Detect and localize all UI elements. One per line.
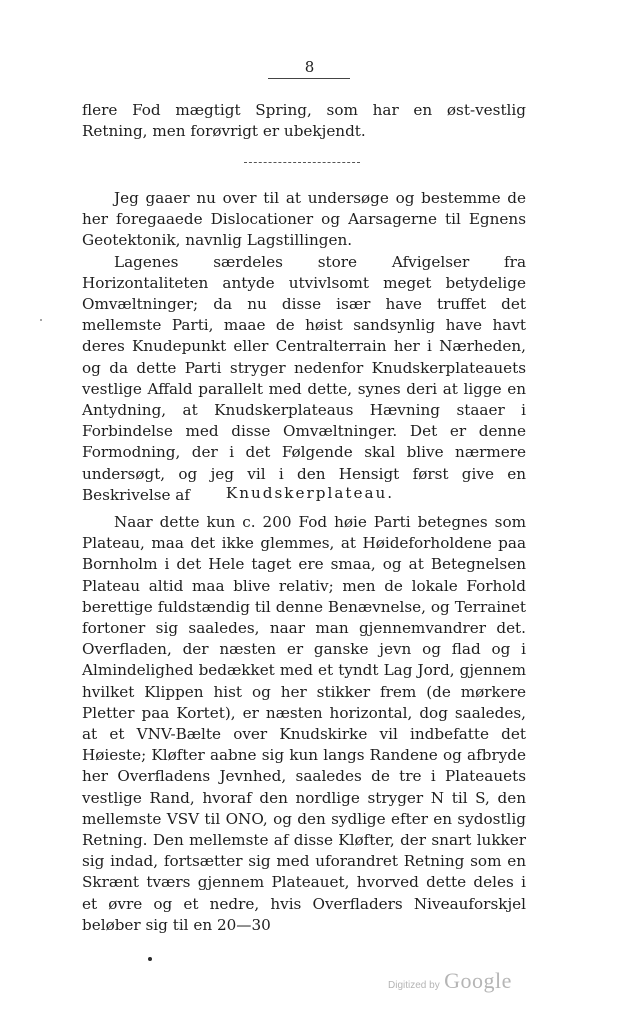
paragraph: Naar dette kun c. 200 Fod høie Parti betegnes som Plateau, maa det ikke glemmes, at Høideforholdene paa Bornholm i det Hele taget ere smaa, og at Betegnelsen Plateau altid maa blive relativ; men de lokale Forhold berettige fuldstændig til denne Benævnelse, og Terrainet fortoner sig saaledes, naar man gjennemvandrer det. Overfladen, der næsten er ganske jevn og flad og i Almindelighed bedækket med et tyndt Lag Jord, gjennem hvilket Klippen hist og her stikker frem (de mørkere Pletter paa Kortet), er næsten horizontal, dog saaledes, at et VNV-Bælte over Knudskirke vil indbefatte det Høieste; Kløfter aabne sig kun langs Randene og afbryde her Overfladens Jevnhed, saaledes de tre i Plateauets vestlige Rand, hvoraf den nordlige stryger N til S, den mellemste VSV til ONO, og den sydlige efter en sydostlig Retning. Den mellemste af disse Kløfter, der snart lukker sig indad, fortsætter sig med uforandret Retning som en Skrænt tværs gjennem Plateauet, hvorved dette deles i et øvre og et nedre, hvis Overfladers Niveauforskjel beløber sig til en 20—30 bbox=[82, 513, 526, 934]
page-number: 8 bbox=[304, 58, 316, 76]
ink-speck bbox=[40, 319, 42, 321]
ink-speck bbox=[148, 957, 152, 961]
watermark-prefix: Digitized by bbox=[388, 980, 440, 991]
text-block-continuation bbox=[82, 100, 526, 142]
digitization-watermark bbox=[388, 968, 512, 994]
text-block-section-body bbox=[82, 512, 526, 936]
paragraph: flere Fod mægtigt Spring, som har en øst-vestlig Retning, men forøvrigt er ubekjendt. bbox=[82, 101, 526, 141]
text-block-introduction bbox=[82, 188, 526, 506]
section-separator bbox=[244, 162, 360, 163]
header-rule bbox=[268, 78, 350, 79]
watermark-brand: Google bbox=[444, 968, 512, 993]
paragraph: Lagenes særdeles store Afvigelser fra Horizontaliteten antyde utvivlsomt meget betydelige Omvæltninger; da nu disse især have truffet det mellemste Parti, maae de høist sandsynlig have havt deres Knudepunkt eller Centralterrain her i Nærheden, og da dette Parti stryger nedenfor Knudskerplateauets vestlige Affald parallelt med dette, synes deri at ligge en Antydning, at Knudskerplateaus Hævning staaer i Forbindelse med disse Omvæltninger. Det er denne Formodning, der i det Følgende skal blive nærmere undersøgt, og jeg vil i den Hensigt først give en Beskrivelse af bbox=[82, 252, 526, 504]
section-heading: Knudskerplateau. bbox=[225, 484, 395, 502]
paragraph: Jeg gaaer nu over til at undersøge og bestemme de her foregaaede Dislocationer og Aarsagerne til Egnens Geotektonik, navnlig Lagstillingen. bbox=[82, 189, 526, 250]
